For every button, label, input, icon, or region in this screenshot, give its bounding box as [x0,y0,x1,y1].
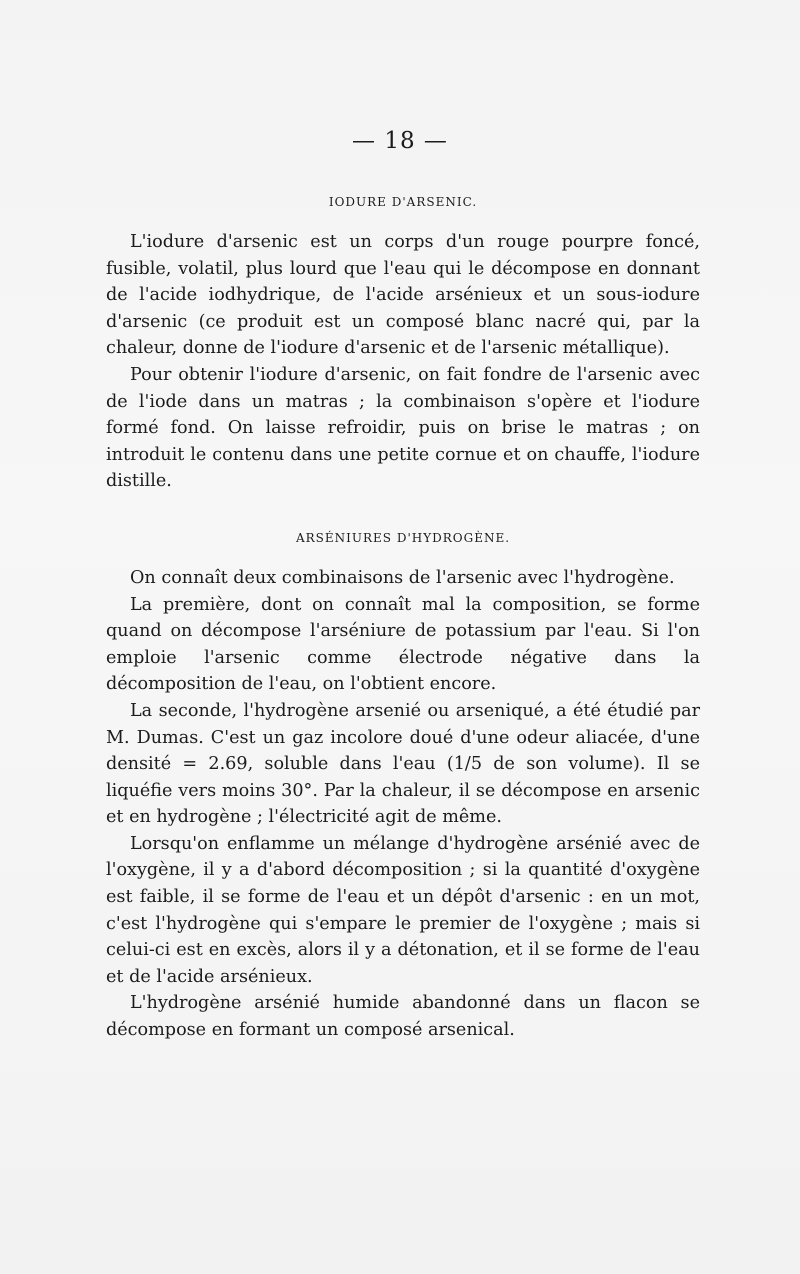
paragraph: L'iodure d'arsenic est un corps d'un rouge pourpre foncé, fusible, volatil, plus lourd que l'eau qui le décompose en donnant de l'acide iodhydrique, de l'acide arsénieux et un sous-iodure d'arsenic (ce produit est un composé blanc nacré qui, par la chaleur, donne de l'iodure d'arsenic et de l'arsenic métallique). [106,232,700,359]
page-number: — 18 — [352,128,448,154]
paragraph: Pour obtenir l'iodure d'arsenic, on fait fondre de l'arsenic avec de l'iode dans un matras ; la combinaison s'opère et l'iodure formé fond. On laisse refroidir, puis on brise le matras ; on introduit le contenu dans une petite cornue et on chauffe, l'iodure distille. [106,364,700,492]
page-body [106,195,700,1044]
section-heading-iodure: IODURE D'ARSENIC. [328,195,478,209]
paragraph: La seconde, l'hydrogène arsenié ou arseniqué, a été étudié par M. Dumas. C'est un gaz incolore doué d'une odeur aliacée, d'une densité = 2.69, soluble dans l'eau (1/5 de son volume). Il se liquéfie vers moins 30°. Par la chaleur, il se décompose en arsenic et en hydrogène ; l'électricité agit de même. [106,700,700,828]
paragraph: L'hydrogène arsénié humide abandonné dans un flacon se décompose en formant un composé arsenical. [106,993,700,1041]
paragraph: On connaît deux combinaisons de l'arsenic avec l'hydrogène. [130,567,675,588]
paragraph: La première, dont on connaît mal la composition, se forme quand on décompose l'arséniure de potassium par l'eau. Si l'on emploie l'arsenic comme électrode négative dans la décomposition de l'eau, on l'obtient encore. [106,594,700,695]
paragraph: Lorsqu'on enflamme un mélange d'hydrogène arsénié avec de l'oxygène, il y a d'abord décomposition ; si la quantité d'oxygène est faible, il se forme de l'eau et un dépôt d'arsenic : en un mot, c'est l'hydrogène qui s'empare le premier de l'oxygène ; mais si celui-ci est en excès, alors il y a détonation, et il se forme de l'eau et de l'acide arsénieux. [106,833,700,987]
section-heading-arseniures: ARSÉNIURES D'HYDROGÈNE. [295,530,511,545]
